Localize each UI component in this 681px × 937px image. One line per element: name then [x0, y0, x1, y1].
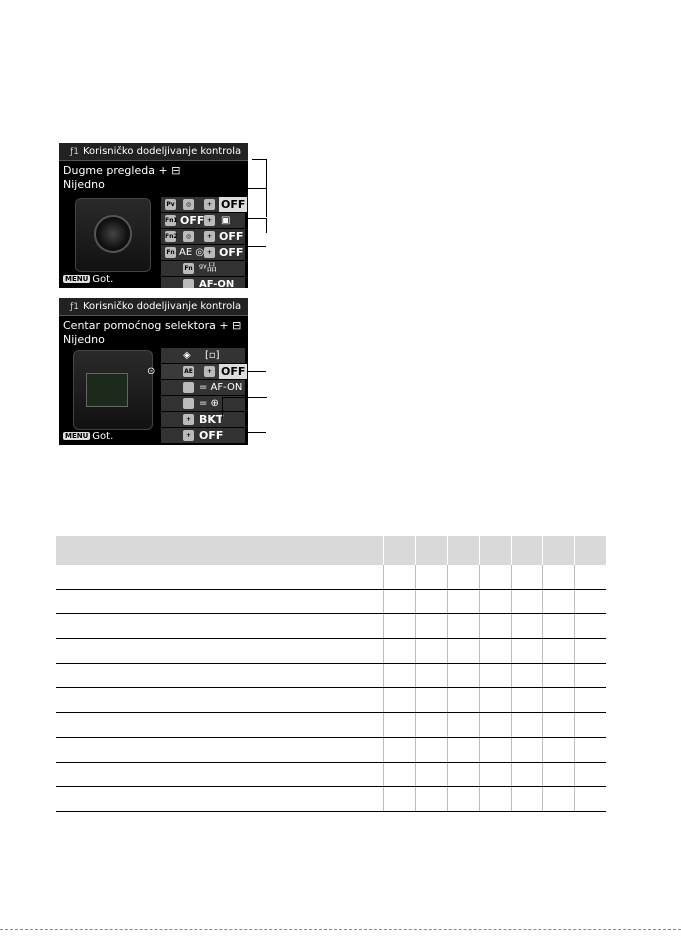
menu-row[interactable]	[161, 196, 245, 212]
table-cell	[575, 565, 606, 589]
row-value: OFF	[219, 230, 244, 243]
table-body	[56, 565, 606, 811]
menu-row[interactable]	[161, 379, 245, 395]
callout-line	[248, 432, 266, 433]
button-icon	[183, 382, 194, 393]
table-cell	[384, 565, 416, 589]
table-header-cell	[479, 536, 511, 565]
settings-table	[56, 536, 606, 812]
table-cell	[543, 713, 575, 738]
table-cell	[56, 663, 384, 688]
menu-row[interactable]	[161, 228, 245, 244]
network-icon: ᵍᵞ品	[199, 263, 217, 274]
menu-hint-label: Got.	[92, 431, 114, 442]
table-cell	[575, 737, 606, 762]
row-value: OFF	[221, 365, 246, 378]
sub-selector-icon: ⊙	[147, 366, 156, 377]
camera-screen-preview-button	[59, 143, 248, 288]
callout-line	[236, 188, 267, 217]
control-label-text: Dugme pregleda +	[63, 164, 172, 177]
table-cell	[56, 614, 384, 639]
menu-hint	[63, 431, 113, 442]
table-cell	[447, 663, 479, 688]
table-row	[56, 565, 606, 589]
table-cell	[384, 663, 416, 688]
focus-point-icon: ◈	[183, 350, 191, 361]
table-cell	[447, 589, 479, 614]
table-cell	[56, 688, 384, 713]
row-value: ▣	[221, 215, 231, 226]
fn2-button-icon: Fn2	[165, 233, 178, 240]
table-cell	[56, 713, 384, 738]
table-header-cell	[384, 536, 416, 565]
fn-button-icon: Fn	[184, 265, 193, 272]
fn1-button-icon: Fn1	[165, 217, 178, 224]
menu-row[interactable]	[161, 276, 245, 288]
fn-button-icon: Fn	[166, 249, 175, 256]
camera-front-illustration	[75, 198, 151, 272]
custom-settings-icon: ƒ1	[70, 302, 79, 312]
callout-line	[248, 246, 266, 247]
af-on-label: AF-ON	[199, 279, 235, 288]
menu-row[interactable]	[161, 260, 245, 276]
row-value: OFF	[219, 246, 244, 259]
table-cell	[384, 614, 416, 639]
table-cell	[575, 663, 606, 688]
table-cell	[479, 614, 511, 639]
table-header-cell	[511, 536, 543, 565]
preview-button-icon: Pv	[166, 201, 175, 208]
page-bottom-rule	[0, 929, 681, 930]
table-row	[56, 614, 606, 639]
table-cell	[575, 787, 606, 812]
table-cell	[384, 713, 416, 738]
table-cell	[384, 589, 416, 614]
bkt-button-icon: +	[183, 414, 194, 425]
table-cell	[447, 737, 479, 762]
row-value: OFF	[199, 429, 224, 442]
table-cell	[56, 565, 384, 589]
table-cell	[511, 589, 543, 614]
af-on-assign: = AF-ON	[199, 382, 243, 393]
assignment-value: Nijedno	[63, 178, 105, 191]
table-cell	[479, 762, 511, 787]
camera-back-illustration	[73, 350, 156, 430]
table-cell	[56, 589, 384, 614]
table-cell	[575, 639, 606, 664]
table-header-cell	[575, 536, 606, 565]
command-dial-icon: ⊟	[171, 164, 181, 177]
table-row	[56, 688, 606, 713]
camera-screen-sub-selector	[59, 298, 248, 445]
table-cell	[511, 565, 543, 589]
table-cell	[543, 565, 575, 589]
table-row	[56, 787, 606, 812]
table-row	[56, 713, 606, 738]
table-cell	[543, 663, 575, 688]
table-header-cell	[416, 536, 448, 565]
table-cell	[479, 663, 511, 688]
table-cell	[447, 688, 479, 713]
table-header-cell	[56, 536, 384, 565]
menu-button-icon: MENU	[65, 432, 89, 440]
table-cell	[511, 614, 543, 639]
table-row	[56, 737, 606, 762]
menu-hint	[63, 274, 113, 285]
table-cell	[447, 787, 479, 812]
table-cell	[416, 713, 448, 738]
ae-icon: AE	[184, 368, 193, 375]
table-header-row	[56, 536, 606, 565]
menu-row[interactable]	[161, 212, 245, 228]
table-cell	[56, 762, 384, 787]
table-cell	[479, 737, 511, 762]
table-cell	[511, 688, 543, 713]
table-cell	[479, 565, 511, 589]
table-cell	[384, 787, 416, 812]
screen-header-title: Korisničko dodeljivanje kontrola	[83, 301, 242, 312]
table-cell	[416, 688, 448, 713]
dial-option-icon: +	[204, 199, 215, 210]
table-cell	[384, 688, 416, 713]
menu-hint-label: Got.	[92, 274, 114, 285]
callout-line	[248, 218, 267, 233]
table-cell	[511, 639, 543, 664]
table-cell	[416, 663, 448, 688]
table-cell	[543, 787, 575, 812]
table-cell	[447, 614, 479, 639]
row-setting-value: OFF	[180, 214, 205, 227]
control-label	[63, 164, 180, 178]
table-cell	[56, 787, 384, 812]
table-cell	[384, 762, 416, 787]
table-cell	[416, 787, 448, 812]
table-cell	[416, 614, 448, 639]
table-row	[56, 762, 606, 787]
metering-icon: ◎	[183, 199, 194, 210]
table-cell	[479, 639, 511, 664]
table-cell	[511, 713, 543, 738]
table-cell	[575, 713, 606, 738]
table-cell	[56, 639, 384, 664]
table-row	[56, 589, 606, 614]
callout-line	[252, 159, 266, 160]
camera-lcd	[86, 373, 128, 407]
table-cell	[543, 639, 575, 664]
button-icon: +	[183, 430, 194, 441]
dial-option-icon: +	[204, 231, 215, 242]
table-cell	[511, 787, 543, 812]
command-dial-icon: ⊟	[232, 319, 242, 332]
row-value: OFF	[221, 198, 246, 211]
table-cell	[543, 688, 575, 713]
table-cell	[511, 737, 543, 762]
control-label-text: Centar pomoćnog selektora +	[63, 319, 233, 332]
table-cell	[416, 737, 448, 762]
table-cell	[416, 565, 448, 589]
button-icon	[183, 279, 194, 288]
menu-row[interactable]	[147, 363, 246, 379]
screen-header	[59, 143, 248, 161]
menu-button-icon: MENU	[65, 275, 89, 283]
custom-settings-icon: ƒ1	[70, 147, 79, 157]
table-cell	[543, 762, 575, 787]
table-cell	[575, 762, 606, 787]
dial-option-icon: +	[204, 215, 215, 226]
table-cell	[479, 589, 511, 614]
table-cell	[575, 614, 606, 639]
row-value: BKT	[199, 413, 224, 426]
af-area-icon: [▫]	[205, 350, 220, 361]
table-cell	[479, 713, 511, 738]
table-row	[56, 663, 606, 688]
table-cell	[543, 589, 575, 614]
table-cell	[416, 589, 448, 614]
assignment-value: Nijedno	[63, 333, 105, 346]
camera-lens	[94, 215, 132, 253]
table-cell	[447, 762, 479, 787]
table-row	[56, 639, 606, 664]
table-cell	[543, 737, 575, 762]
table-cell	[511, 762, 543, 787]
callout-line	[222, 397, 267, 418]
multi-selector-assign: = ⊕	[199, 398, 219, 409]
table-cell	[543, 614, 575, 639]
metering-icon: ◎	[183, 231, 194, 242]
screen-header	[59, 298, 248, 316]
menu-row[interactable]	[161, 244, 245, 260]
dial-option-icon: +	[204, 247, 215, 258]
button-icon	[183, 398, 194, 409]
table-cell	[384, 639, 416, 664]
menu-row[interactable]	[161, 347, 245, 363]
table-header-cell	[543, 536, 575, 565]
table-cell	[416, 762, 448, 787]
menu-row[interactable]	[161, 427, 245, 443]
ae-lock-icon: AE ◎	[179, 247, 205, 258]
table-header-cell	[447, 536, 479, 565]
table-cell	[447, 565, 479, 589]
table-cell	[575, 589, 606, 614]
screen-header-title: Korisničko dodeljivanje kontrola	[83, 146, 242, 157]
table-cell	[479, 787, 511, 812]
table-cell	[479, 688, 511, 713]
table-cell	[416, 639, 448, 664]
table-cell	[447, 713, 479, 738]
callout-line	[248, 371, 266, 372]
table-cell	[575, 688, 606, 713]
table-cell	[447, 639, 479, 664]
table-cell	[56, 737, 384, 762]
dial-option-icon: +	[204, 366, 215, 377]
control-label	[63, 319, 241, 333]
table-cell	[511, 663, 543, 688]
table-cell	[384, 737, 416, 762]
